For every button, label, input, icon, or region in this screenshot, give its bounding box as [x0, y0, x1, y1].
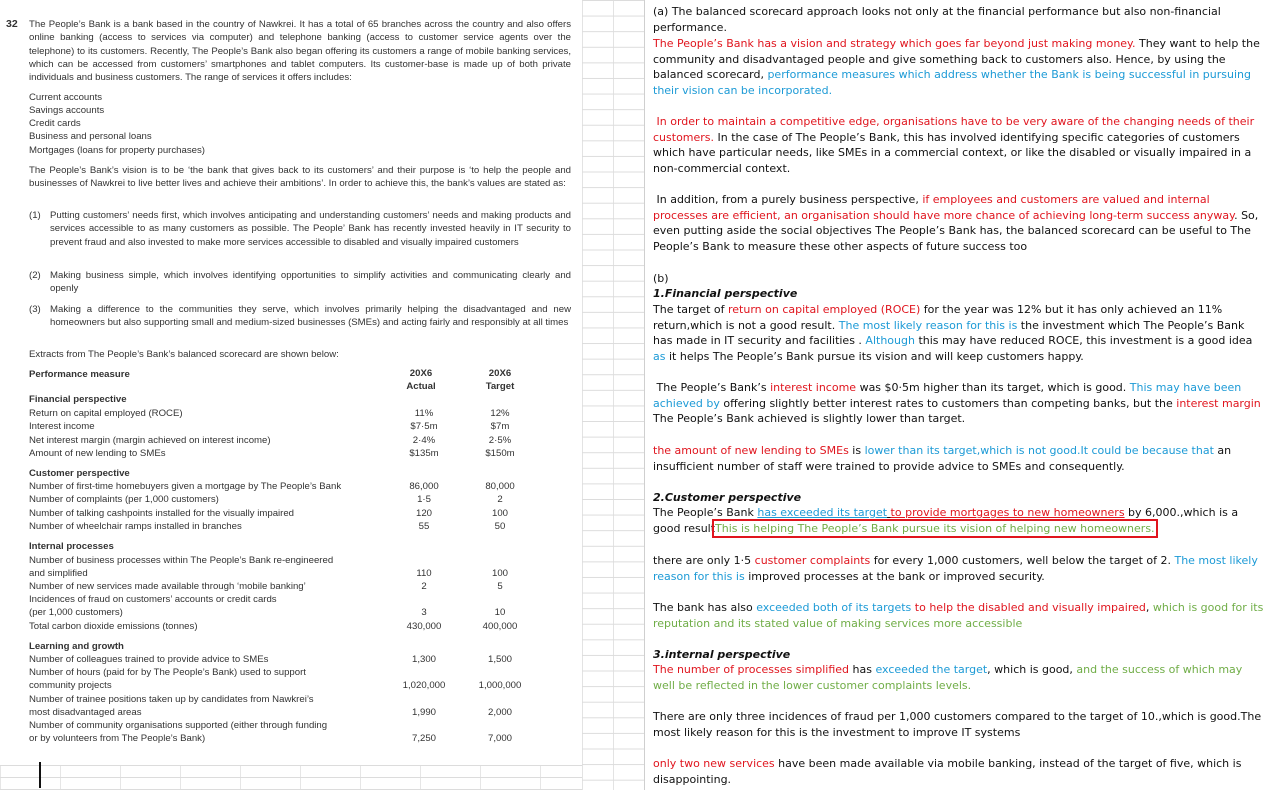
answer-paragraph: [653, 36, 1267, 98]
service-item: Business and personal loans: [29, 131, 152, 142]
answer-paragraph: [653, 302, 1267, 364]
extracts-intro: Extracts from The People’s Bank’s balanced scorecard are shown below:: [29, 349, 339, 360]
measure-label: Number of community organisations supported (either through funding: [29, 720, 328, 731]
measure-label: most disadvantaged areas: [29, 707, 142, 718]
target-value: 80,000: [485, 481, 515, 492]
measure-label: Number of business processes within The People’s Bank re-engineered: [29, 555, 334, 566]
target-value: 7,000: [487, 733, 512, 744]
target-value: $150m: [485, 448, 515, 459]
actual-value: 1,300: [411, 654, 436, 665]
highlight-blue: as: [653, 349, 666, 363]
section-heading-financial: 1.Financial perspective: [653, 287, 798, 300]
actual-value: 11%: [414, 408, 434, 419]
value-number: (1): [29, 210, 41, 221]
question-panel: [0, 0, 582, 790]
target-value: 50: [494, 521, 506, 532]
text-run: The People’s Bank’s: [656, 381, 771, 394]
question-number: 32: [6, 18, 18, 30]
service-item: Savings accounts: [29, 105, 105, 116]
highlight-red: In order to maintain a competitive edge, organisations have to be very aware of the changing needs of their customers.: [653, 115, 1255, 144]
answer-paragraph: [653, 600, 1267, 631]
text-run: They want to help the community and disadvantaged people and give something back to customers also. Hence, by using the balanced scorecard,: [653, 37, 1260, 82]
target-value: $7m: [490, 421, 510, 432]
highlight-blue: has exceeded its target: [757, 506, 888, 519]
highlight-blue: Although: [865, 334, 915, 348]
text-run: The People’s Bank: [653, 506, 758, 519]
actual-value: $7·5m: [410, 421, 438, 432]
actual-value: 2·4%: [412, 435, 436, 446]
measure-label: (per 1,000 customers): [29, 607, 123, 618]
target-value: 1,000,000: [478, 680, 522, 691]
text-run: improved processes at the bank or improved security.: [744, 569, 1045, 583]
text-run: ,: [1145, 601, 1153, 614]
text-run: was $0·5m higher than its target, which is good.: [856, 381, 1130, 394]
highlight-green: which is good for its reputation and its stated value of making services more accessible: [653, 601, 1264, 630]
measure-label: or by volunteers from The People’s Bank): [29, 733, 206, 744]
actual-value: 1·5: [417, 494, 431, 505]
service-item: Mortgages (loans for property purchases): [29, 145, 205, 156]
measure-label: Net interest margin (margin achieved on interest income): [29, 435, 271, 446]
target-value: 10: [494, 607, 506, 618]
measure-label: community projects: [29, 680, 112, 691]
text-run: the investment which The People’s Bank has made in IT security and facilities .: [653, 318, 1245, 348]
text-run: this may have reduced ROCE, this investment is a good idea: [914, 334, 1253, 348]
target-value: 2: [497, 494, 503, 505]
answer-paragraph: [653, 709, 1267, 740]
highlight-blue: This may have been achieved by: [653, 381, 1242, 410]
target-value: 1,500: [487, 654, 512, 665]
highlight-blue: The most likely reason for this is: [653, 554, 1258, 583]
value-number: (2): [29, 270, 41, 281]
section-heading-internal: 3.internal perspective: [653, 648, 791, 661]
answer-paragraph: [653, 443, 1267, 474]
text-run: The target of: [653, 303, 728, 316]
text-run: an insufficient number of staff were trained to provide advice to SMEs and consequently.: [653, 444, 1232, 473]
highlight-red: interest income: [770, 381, 857, 394]
value-text: Making business simple, which involves identifying opportunities to simplify activities and communicating clearly and openly: [50, 270, 571, 295]
value-item: [29, 269, 571, 296]
actual-value: 120: [415, 508, 432, 519]
measure-label: and simplified: [29, 568, 88, 579]
highlight-red: if employees and customers are valued and internal processes are efficient, an organisation should have more chance of achieving long-term success anyway: [653, 193, 1235, 222]
header-type: Actual: [406, 380, 436, 392]
table-header-actual: [391, 368, 451, 393]
header-type: Target: [485, 380, 515, 392]
value-item: [29, 303, 571, 330]
answer-paragraph: [653, 380, 1267, 427]
highlight-red: the amount of new lending to SMEs: [653, 444, 849, 457]
highlight-red: customer complaints: [754, 554, 871, 567]
measure-label: Number of complaints (per 1,000 customers): [29, 494, 219, 505]
text-run: offering slightly better interest rates to customers than competing banks, but the: [719, 396, 1177, 410]
boxed-highlight-green[interactable]: This is helping The People’s Bank pursue its vision of helping new homeowners.: [715, 521, 1155, 535]
measure-label: Amount of new lending to SMEs: [29, 448, 166, 459]
text-run: . So, even putting aside the social objectives The People’s Bank has, the balanced scorecard can be useful to The People’s Bank to measure these other aspects of future success too: [653, 208, 1259, 253]
value-text: Making a difference to the communities they serve, which involves primarily helping the disadvantaged and new homeowners but also supporting small and medium-sized businesses (SMEs) and acting fairly and responsibly at all times: [50, 304, 571, 329]
actual-value: 1,020,000: [402, 680, 446, 691]
highlight-green: and the success of which may well be reflected in the lower customer complaints levels.: [653, 663, 1243, 692]
measure-label: Total carbon dioxide emissions (tonnes): [29, 621, 198, 632]
answer-paragraph: [653, 114, 1267, 176]
value-item: [29, 209, 571, 249]
actual-value: 86,000: [409, 481, 439, 492]
section-title: Customer perspective: [29, 468, 130, 479]
bank-vision: The People’s Bank’s vision is to be ‘the bank that gives back to its customers’ and their purpose is ‘to help the people and businesses of Nawkrei to live better lives and achieve their ambitions’. In order to achieve this, the bank’s values are stated as:: [29, 165, 571, 190]
answer-b-label: (b): [653, 272, 669, 285]
actual-value: 55: [418, 521, 430, 532]
highlight-blue: The most likely reason for this is: [838, 318, 1018, 332]
highlight-blue: lower than its target,which is not good.It could be because that: [864, 444, 1214, 457]
measure-label: Number of new services made available through ‘mobile banking’: [29, 581, 306, 592]
measure-label: Number of wheelchair ramps installed in branches: [29, 521, 242, 532]
highlight-red: The People’s Bank has a vision and strategy which goes far beyond just making money.: [653, 37, 1136, 50]
actual-value: 7,250: [411, 733, 436, 744]
text-run: , which is good,: [987, 663, 1077, 676]
text-run: In addition, from a purely business perspective,: [656, 193, 923, 206]
text-run: There are only three incidences of fraud per 1,000 customers compared to the target of 10.,which is good.The most likely reason for this is the investment to improve IT systems: [653, 710, 1262, 739]
table-header-target: [470, 368, 530, 393]
text-run: have been made available via mobile banking, instead of the target of five, which is disappointing.: [653, 757, 1242, 786]
answer-panel[interactable]: [644, 0, 1274, 790]
text-run: The People’s Bank achieved is slightly lower than target.: [653, 412, 966, 426]
answer-a-heading: (a) The balanced scorecard approach looks not only at the financial performance but also non-financial performance.: [653, 5, 1221, 34]
measure-label: Number of trainee positions taken up by candidates from Nawkrei’s: [29, 694, 314, 705]
question-intro: The People’s Bank is a bank based in the country of Nawkrei. It has a total of 65 branches across the country and also offers online banking (access to services via computer) and telephone banking (access to customer service agents over the telephone) to its customers. Recently, The People’s Bank also began offering its customers a range of mobile banking services, which can be accessed from customers’ smartphones and tablet computers. Its customer-base is made up of both private individuals and business customers. The range of services it offers includes:: [29, 19, 571, 84]
actual-value: 110: [416, 568, 432, 579]
actual-value: 3: [421, 607, 427, 618]
measure-label: Number of talking cashpoints installed for the visually impaired: [29, 508, 295, 519]
actual-value: 430,000: [406, 621, 442, 632]
value-number: (3): [29, 304, 41, 315]
header-year: 20X6: [409, 368, 433, 379]
highlight-red: to help the disabled and visually impaired: [914, 601, 1146, 614]
target-value: 2·5%: [488, 435, 512, 446]
measure-label: Number of first-time homebuyers given a mortgage by The People’s Bank: [29, 481, 342, 492]
sheet-gridlines: [582, 0, 644, 790]
text-run: for every 1,000 customers, well below the target of 2.: [870, 554, 1175, 567]
target-value: 2,000: [487, 707, 512, 718]
header-year: 20X6: [488, 368, 512, 379]
service-item: Credit cards: [29, 118, 81, 129]
text-run: .: [828, 83, 833, 97]
measure-label: Number of hours (paid for by The People’s Bank) used to support: [29, 667, 306, 678]
text-run: has: [849, 663, 876, 676]
highlight-blue: exceeded the target: [875, 663, 988, 676]
answer-paragraph: [653, 756, 1267, 787]
section-heading-customer: 2.Customer perspective: [653, 491, 802, 504]
answer-paragraph: [653, 662, 1267, 693]
section-title: Internal processes: [29, 541, 114, 552]
section-title: Learning and growth: [29, 641, 124, 652]
highlight-blue: exceeded both of its targets: [756, 601, 912, 614]
text-cursor: [39, 762, 41, 788]
answer-paragraph: [653, 505, 1267, 536]
service-item: Current accounts: [29, 92, 103, 103]
highlight-red: to provide mortgages to new homeowners: [890, 506, 1125, 519]
text-run: there are only 1·5: [653, 554, 755, 567]
text-run: by 6,000.,which is a good result: [653, 506, 1239, 535]
actual-value: 2: [421, 581, 427, 592]
text-run: is: [848, 444, 865, 457]
measure-label: Interest income: [29, 421, 95, 432]
target-value: 100: [491, 508, 508, 519]
target-value: 5: [497, 581, 503, 592]
target-value: 12%: [490, 408, 510, 419]
text-run: for the year was 12% but it has only achieved an 11% return,which is not a good result.: [653, 303, 1223, 332]
value-text: Putting customers’ needs first, which involves anticipating and understanding customers’ needs and making products and services accessible to as many customers as possible. The People’ Bank has recently invested heavily in IT security to prevent fraud and also invested to make more services accessible to disabled and visually impaired customers: [50, 210, 571, 248]
highlight-red: only two new services: [653, 757, 775, 770]
answer-paragraph: [653, 553, 1267, 584]
target-value: 100: [491, 568, 508, 579]
sheet-gridlines: [0, 765, 582, 790]
section-title: Financial perspective: [29, 394, 127, 405]
highlight-red: interest margin: [1176, 396, 1261, 410]
table-header-measure: Performance measure: [29, 369, 130, 380]
measure-label: Incidences of fraud on customers’ accounts or credit cards: [29, 594, 277, 605]
actual-value: 1,990: [411, 707, 436, 718]
measure-label: Number of colleagues trained to provide advice to SMEs: [29, 654, 269, 665]
text-run: The bank has also: [653, 601, 757, 614]
answer-paragraph: [653, 192, 1267, 254]
text-run: In the case of The People’s Bank, this has involved identifying specific categories of customers which have particular needs, like SMEs in a commercial context, or like the disabled or visually impaired in a non-commercial context.: [653, 130, 1252, 175]
measure-label: Return on capital employed (ROCE): [29, 408, 183, 419]
text-run: it helps The People’s Bank pursue its vision and will keep customers happy.: [665, 349, 1084, 363]
highlight-red: The number of processes simplified: [653, 663, 850, 676]
target-value: 400,000: [482, 621, 518, 632]
highlight-blue: performance measures which address whether the Bank is being successful in pursuing their vision can be incorporated: [653, 68, 1251, 97]
highlight-red: return on capital employed (ROCE): [728, 303, 921, 316]
actual-value: $135m: [409, 448, 439, 459]
